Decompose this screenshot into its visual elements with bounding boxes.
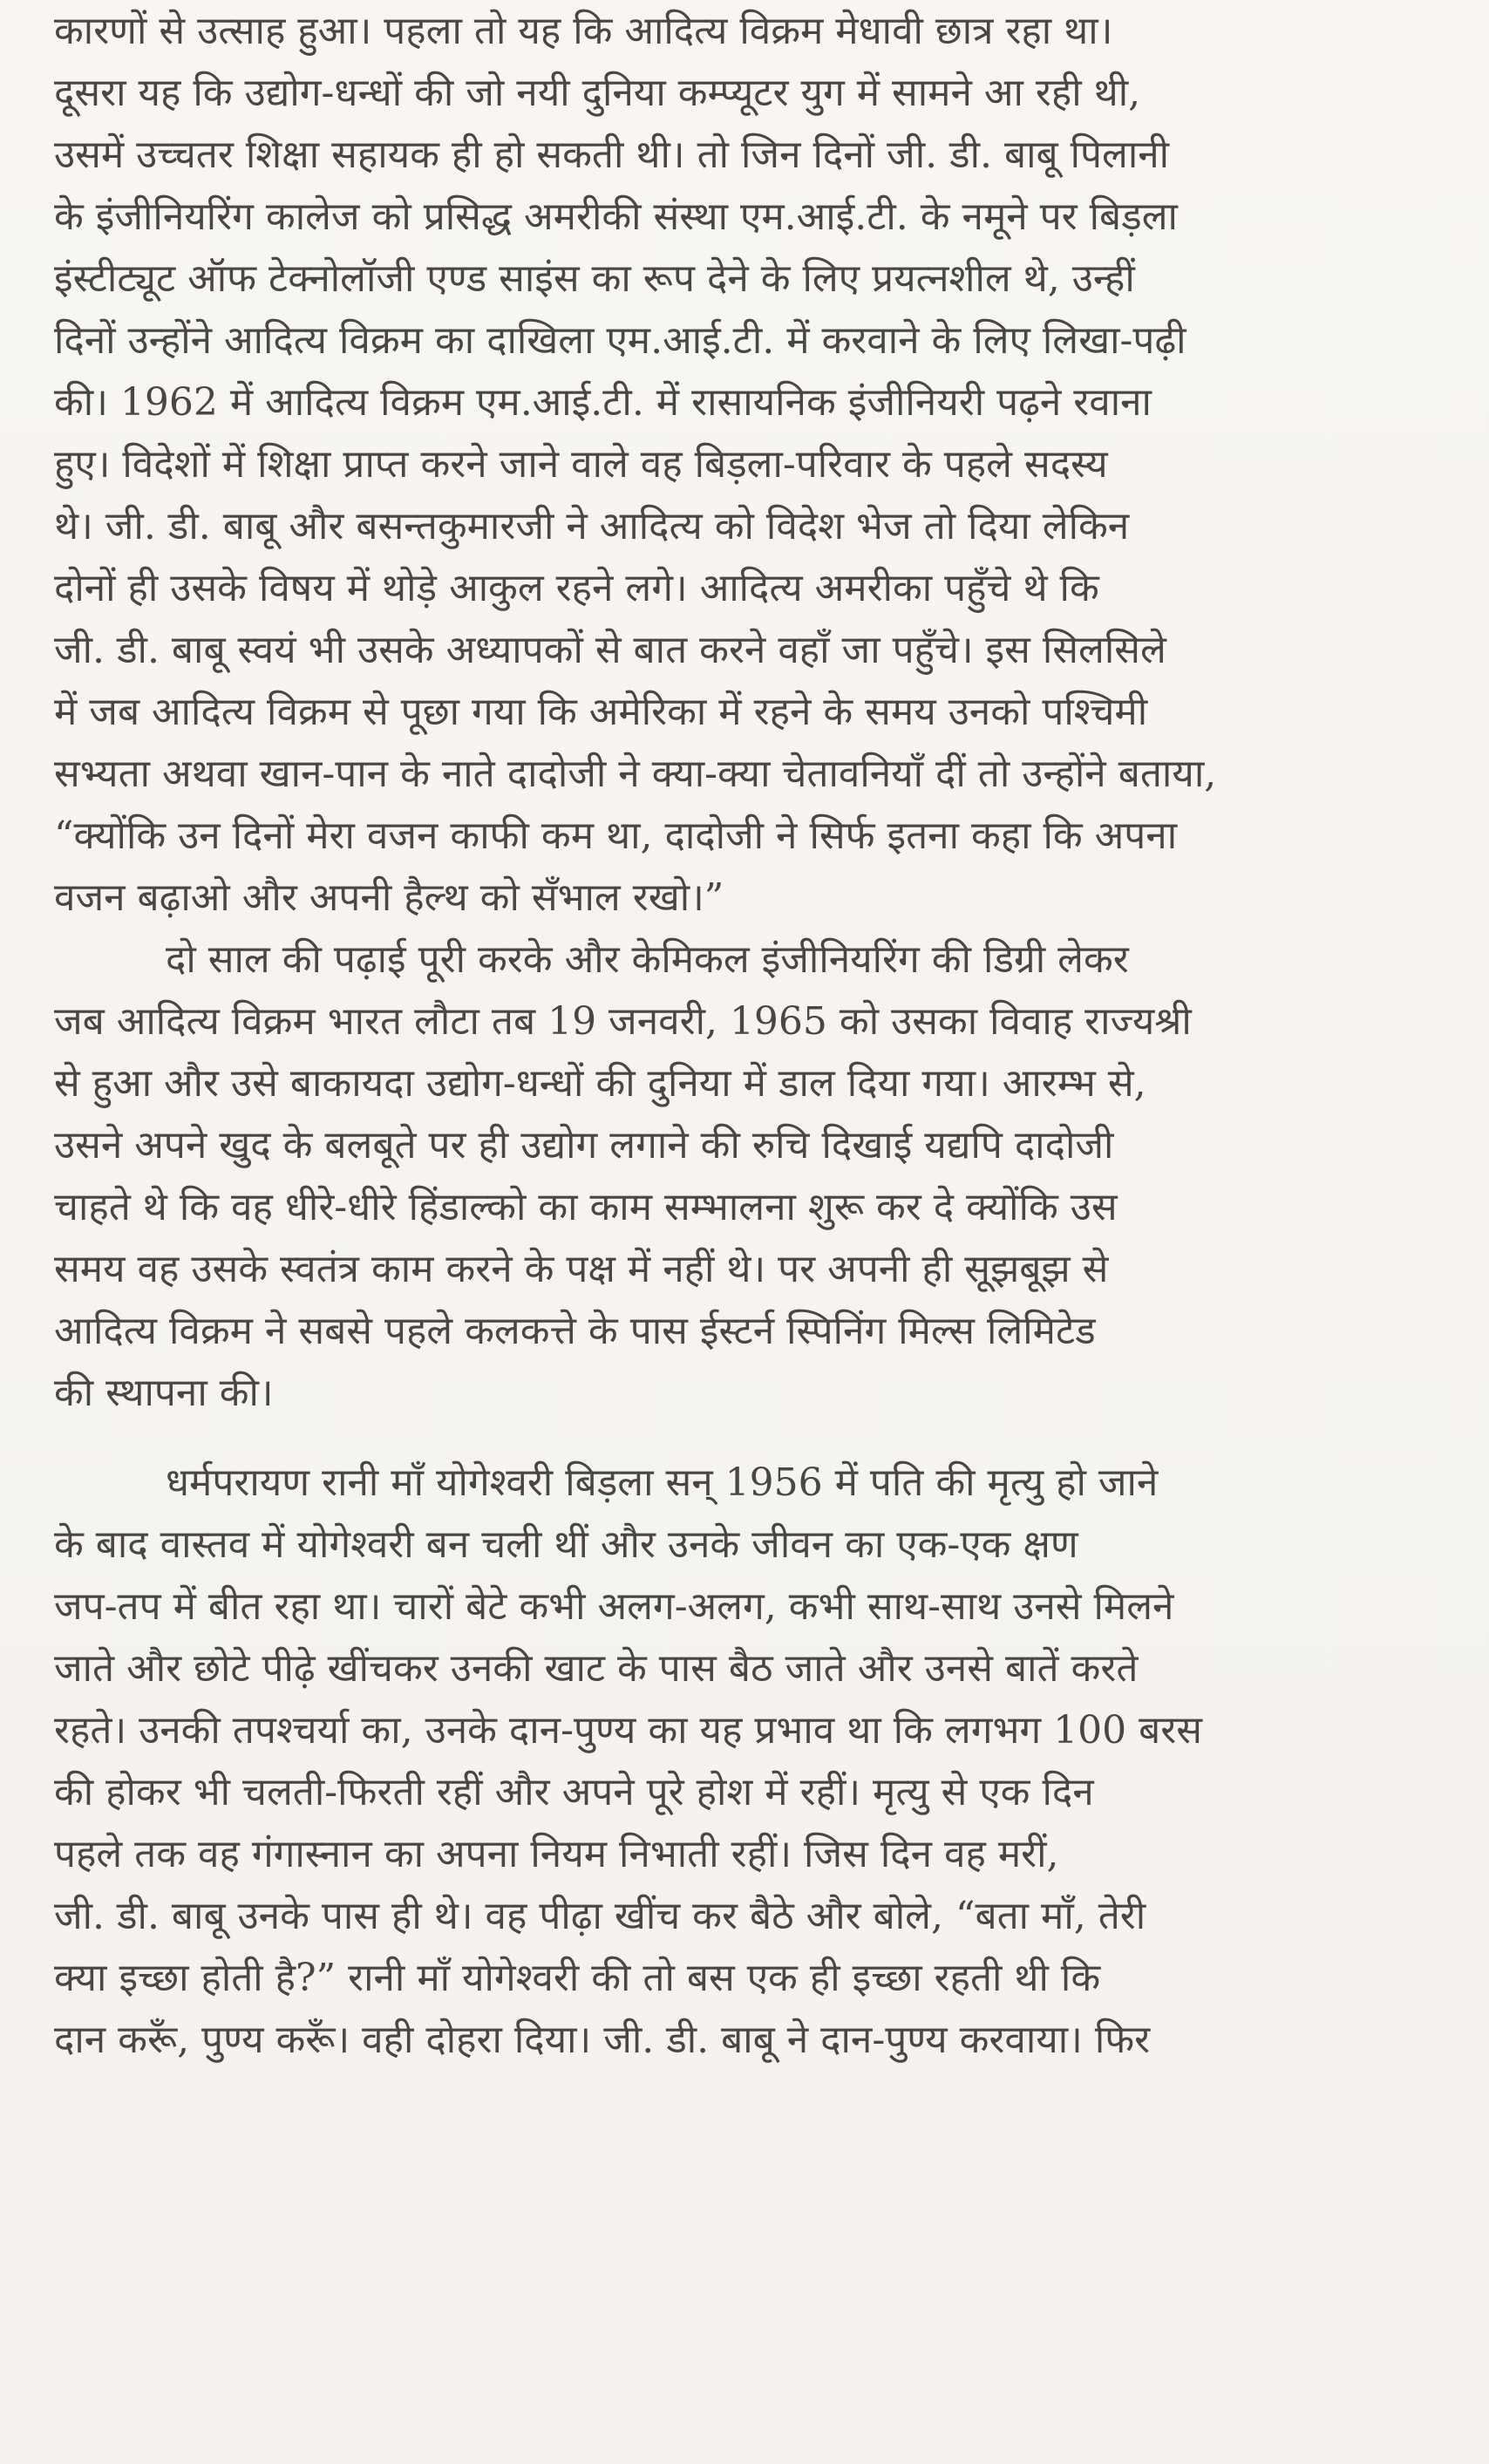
text-line: जाते और छोटे पीढ़े खींचकर उनकी खाट के पास बैठ जाते और उनसे बातें करते xyxy=(54,1646,1139,1691)
paragraph-1 xyxy=(54,0,1440,929)
text-line: से हुआ और उसे बाकायदा उद्योग-धन्धों की दुनिया में डाल दिया गया। आरम्भ से, xyxy=(54,1061,1146,1106)
page-text xyxy=(54,0,1440,2071)
text-line: दो साल की पढ़ाई पूरी करके और केमिकल इंजीनियरिंग की डिग्री लेकर xyxy=(166,937,1129,982)
paragraph-3 xyxy=(54,1452,1440,2071)
text-line: में जब आदित्य विक्रम से पूछा गया कि अमेरिका में रहने के समय उनको पश्चिमी xyxy=(54,690,1148,734)
text-line: दूसरा यह कि उद्योग-धन्धों की जो नयी दुनिया कम्प्यूटर युग में सामने आ रही थी, xyxy=(54,71,1141,115)
text-line: हुए। विदेशों में शिक्षा प्राप्त करने जाने वाले वह बिड़ला-परिवार के पहले सदस्य xyxy=(54,442,1108,487)
text-line: की होकर भी चलती-फिरती रहीं और अपने पूरे होश में रहीं। मृत्यु से एक दिन xyxy=(54,1770,1094,1814)
text-line: जी. डी. बाबू उनके पास ही थे। वह पीढ़ा खींच कर बैठे और बोले, “बता माँ, तेरी xyxy=(54,1894,1146,1938)
text-line: पहले तक वह गंगास्नान का अपना नियम निभाती रहीं। जिस दिन वह मरीं, xyxy=(54,1832,1059,1876)
text-line: रहते। उनकी तपश्चर्या का, उनके दान-पुण्य का यह प्रभाव था कि लगभग 100 बरस xyxy=(54,1708,1202,1753)
text-line: क्या इच्छा होती है?” रानी माँ योगेश्वरी की तो बस एक ही इच्छा रहती थी कि xyxy=(54,1956,1101,2000)
text-line: के बाद वास्तव में योगेश्वरी बन चली थीं और उनके जीवन का एक-एक क्षण xyxy=(54,1522,1078,1567)
text-line: धर्मपरायण रानी माँ योगेश्वरी बिड़ला सन् 1956 में पति की मृत्यु हो जाने xyxy=(166,1460,1159,1505)
text-line: उसमें उच्चतर शिक्षा सहायक ही हो सकती थी। तो जिन दिनों जी. डी. बाबू पिलानी xyxy=(54,133,1170,177)
text-line: दान करूँ, पुण्य करूँ। वही दोहरा दिया। जी. डी. बाबू ने दान-पुण्य करवाया। फिर xyxy=(54,2018,1151,2062)
text-line: दिनों उन्होंने आदित्य विक्रम का दाखिला एम.आई.टी. में करवाने के लिए लिखा-पढ़ी xyxy=(54,318,1186,363)
text-line: समय वह उसके स्वतंत्र काम करने के पक्ष में नहीं थे। पर अपनी ही सूझबूझ से xyxy=(54,1247,1109,1291)
text-line: उसने अपने खुद के बलबूते पर ही उद्योग लगाने की रुचि दिखाई यद्यपि दादोजी xyxy=(54,1123,1114,1167)
text-line: जब आदित्य विक्रम भारत लौटा तब 19 जनवरी, 1965 को उसका विवाह राज्यश्री xyxy=(54,999,1192,1044)
text-line: सभ्यता अथवा खान-पान के नाते दादोजी ने क्या-क्या चेतावनियाँ दीं तो उन्होंने बताया, xyxy=(54,752,1217,796)
text-line: चाहते थे कि वह धीरे-धीरे हिंडाल्को का काम सम्भालना शुरू कर दे क्योंकि उस xyxy=(54,1185,1118,1229)
text-line: की स्थापना की। xyxy=(54,1371,274,1415)
text-line: आदित्य विक्रम ने सबसे पहले कलकत्ते के पास ईस्टर्न स्पिनिंग मिल्स लिमिटेड xyxy=(54,1309,1096,1353)
text-line: थे। जी. डी. बाबू और बसन्तकुमारजी ने आदित्य को विदेश भेज तो दिया लेकिन xyxy=(54,504,1130,548)
text-line: की। 1962 में आदित्य विक्रम एम.आई.टी. में रासायनिक इंजीनियरी पढ़ने रवाना xyxy=(54,380,1152,425)
text-line: जप-तप में बीत रहा था। चारों बेटे कभी अलग-अलग, कभी साथ-साथ उनसे मिलने xyxy=(54,1584,1174,1629)
text-line: कारणों से उत्साह हुआ। पहला तो यह कि आदित्य विक्रम मेधावी छात्र रहा था। xyxy=(54,9,1113,53)
text-line: दोनों ही उसके विषय में थोड़े आकुल रहने लगे। आदित्य अमरीका पहुँचे थे कि xyxy=(54,566,1099,610)
text-line: के इंजीनियरिंग कालेज को प्रसिद्ध अमरीकी संस्था एम.आई.टी. के नमूने पर बिड़ला xyxy=(54,194,1178,239)
text-line: जी. डी. बाबू स्वयं भी उसके अध्यापकों से बात करने वहाँ जा पहुँचे। इस सिलसिले xyxy=(54,628,1166,672)
text-line: “क्योंकि उन दिनों मेरा वजन काफी कम था, दादोजी ने सिर्फ इतना कहा कि अपना xyxy=(54,813,1178,858)
paragraph-2 xyxy=(54,929,1440,1424)
text-line: वजन बढ़ाओ और अपनी हैल्थ को सँभाल रखो।” xyxy=(54,875,724,920)
text-line: इंस्टीट्यूट ऑफ टेक्नोलॉजी एण्ड साइंस का रूप देने के लिए प्रयत्नशील थे, उन्हीं xyxy=(54,256,1135,301)
